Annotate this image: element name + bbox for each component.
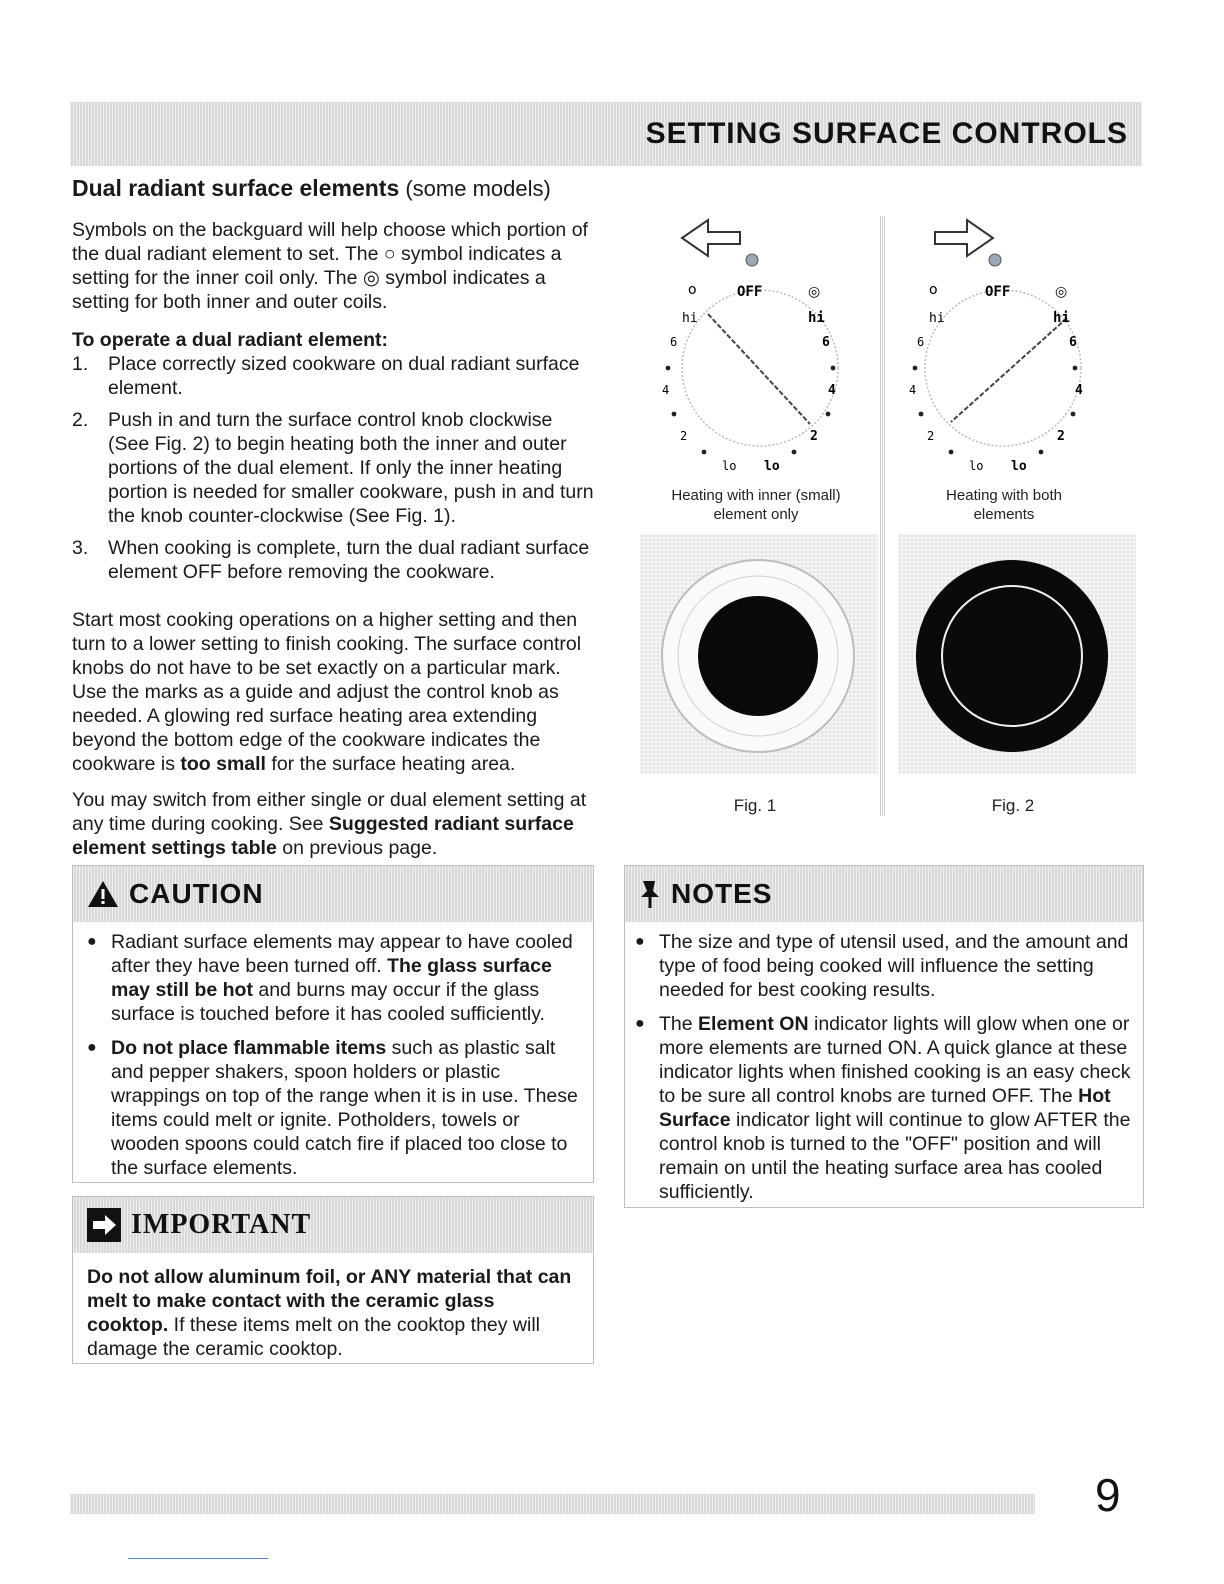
notes-text-3: indicator lights will glow when one or more elements are turned ON. A quick glance at these indicator lights when finished cooking is an easy check to be sure all control knobs are turned OFF. The — [659, 1013, 1131, 1107]
operate-heading: To operate a dual radiant element: — [72, 329, 389, 351]
list-item — [72, 352, 594, 400]
dial-pointer — [708, 314, 810, 424]
dial-dot — [702, 450, 707, 455]
notes-text-4: indicator light will continue to glow AFTER the control knob is turned to the "OFF" position and will remain on until the heating surface area has cooled sufficiently. — [659, 1109, 1131, 1203]
caution-bold-1: The glass surface may still be hot — [111, 955, 552, 1001]
clockwise-arrow-icon — [935, 220, 1001, 266]
section-heading — [72, 174, 594, 203]
dial-dot — [949, 450, 954, 455]
dial-label-6-right: 6 — [822, 335, 830, 350]
fig1-caption: Heating with inner (small) element only — [671, 487, 841, 523]
list-item — [87, 1036, 579, 1180]
fig1-dial-diagram — [640, 218, 880, 478]
fig1-label: Fig. 1 — [733, 796, 777, 815]
start-cooking-paragraph — [72, 608, 594, 776]
important-bold: Do not allow aluminum foil, or ANY material that can melt to make contact with the ceramic glass cooktop. — [87, 1266, 572, 1336]
table-reference: Suggested radiant surface element settings table — [72, 813, 574, 859]
para-switch-text-2: on previous page. — [276, 837, 438, 859]
dial-dot — [1073, 366, 1078, 371]
important-title: IMPORTANT — [131, 1209, 312, 1240]
dial-label-2-right: 2 — [1057, 429, 1065, 444]
intro-text-3: symbol indicates a setting for both inner and outer coils. — [72, 267, 546, 313]
dial-label-lo-left: lo — [722, 459, 737, 473]
dial-label-6-right: 6 — [1069, 335, 1077, 350]
caution-box — [72, 865, 594, 1183]
step-text: Push in and turn the surface control knob clockwise (See Fig. 2) to begin heating both the inner and outer portions of the dual element. If only the inner heating portion is needed for smaller cookware, push in and turn the knob counter-clockwise (See Fig. 1). — [108, 409, 594, 527]
both-coils-symbol-icon: ◎ — [362, 267, 380, 289]
warning-icon — [87, 880, 119, 908]
list-item — [87, 930, 579, 1026]
bullet-icon: ● — [635, 1015, 645, 1032]
switch-setting-paragraph — [72, 788, 594, 860]
notes-box — [624, 865, 1144, 1208]
notes-band — [625, 866, 1143, 922]
footer-band — [70, 1494, 1035, 1514]
bullet-icon: ● — [87, 933, 97, 950]
list-item — [635, 930, 1137, 1002]
dial-label-hi-left: hi — [682, 311, 698, 326]
section-heading-note: (some models) — [405, 176, 551, 201]
intro-text-1: Symbols on the backguard will help choose which portion of the dual radiant element to set. The — [72, 219, 588, 265]
important-band — [73, 1197, 593, 1253]
caution-band — [73, 866, 593, 922]
dial-label-lo-right: lo — [764, 459, 780, 474]
footer-rule — [128, 1558, 268, 1559]
outer-element-heated — [916, 560, 1108, 752]
notes-bold-1: Element ON — [698, 1013, 809, 1035]
dial-dot — [913, 366, 918, 371]
dial-pointer — [951, 318, 1067, 422]
fig2-dial-diagram — [895, 218, 1135, 478]
important-text: If these items melt on the cooktop they will damage the ceramic cooktop. — [87, 1314, 541, 1360]
dial-label-lo-right: lo — [1011, 459, 1027, 474]
step-text: When cooking is complete, turn the dual radiant surface element OFF before removing the cookware. — [108, 537, 590, 583]
step-number: 1. — [72, 353, 89, 375]
step-text: Place correctly sized cookware on dual radiant surface element. — [108, 353, 580, 399]
caution-bold-2: Do not place flammable items — [111, 1037, 387, 1059]
para-start-text-1: Start most cooking operations on a higher setting and then turn to a lower setting to finish cooking. The surface control knobs do not have to be set exactly on a particular mark. Use the marks as a guide and adjust the control knob as needed. A glowing red surface heating area extending beyond the bottom edge of the cookware indicates the cookware is — [72, 609, 582, 775]
list-item — [635, 1012, 1137, 1204]
para-switch-text-1: You may switch from either single or dual element setting at any time during cooking. See — [72, 789, 587, 835]
dial-label-6-left: 6 — [670, 335, 678, 349]
section-heading-text: Dual radiant surface elements — [72, 175, 400, 201]
step-number: 3. — [72, 537, 89, 559]
both-coils-symbol-icon: ◎ — [808, 284, 821, 300]
important-box — [72, 1196, 594, 1364]
dial-dot — [1071, 412, 1076, 417]
dial-label-6-left: 6 — [917, 335, 925, 349]
dial-dot — [919, 412, 924, 417]
caution-text-2: and burns may occur if the glass surface is touched before it has cooled sufficiently. — [111, 979, 545, 1025]
steps-list — [72, 352, 594, 592]
para-start-text-2: for the surface heating area. — [265, 753, 516, 775]
arrow-right-icon — [87, 1208, 121, 1242]
para-start-bold: too small — [180, 753, 266, 775]
inner-coil-symbol-icon: ○ — [383, 243, 396, 265]
dial-label-hi-left: hi — [929, 311, 945, 326]
list-item — [72, 536, 594, 584]
dial-label-hi-right: hi — [1053, 310, 1070, 326]
inner-element-heated — [698, 596, 818, 716]
fig2-caption: Heating with both elements — [946, 487, 1062, 523]
dial-label-lo-left: lo — [969, 459, 984, 473]
page-title: SETTING SURFACE CONTROLS — [645, 117, 1128, 150]
pushpin-icon — [639, 879, 661, 909]
list-item — [72, 408, 594, 528]
fig1-element-image — [640, 534, 878, 774]
notes-bold-2: Hot Surface — [659, 1085, 1111, 1131]
dial-label-4-left: 4 — [909, 383, 917, 397]
dial-label-off: OFF — [737, 284, 763, 300]
step-number: 2. — [72, 409, 89, 431]
dial-label-4-right: 4 — [1075, 383, 1083, 398]
dial-label-4-left: 4 — [662, 383, 670, 397]
notes-title: NOTES — [671, 878, 773, 909]
inner-coil-symbol-icon: o — [688, 282, 697, 298]
both-coils-symbol-icon: ◎ — [1055, 284, 1068, 300]
dial-label-2-right: 2 — [810, 429, 818, 444]
notes-text-2: The — [659, 1013, 699, 1035]
counter-clockwise-arrow-icon — [682, 220, 758, 266]
caution-text-3: such as plastic salt and pepper shakers, spoon holders or plastic wrappings on top of the range when it is in use. These items could melt or ignite. Potholders, towels or wooden spoons could catch fire if placed too close to the surface elements. — [111, 1037, 578, 1179]
inner-coil-symbol-icon: o — [929, 282, 938, 298]
dial-dot — [792, 450, 797, 455]
dial-dot — [672, 412, 677, 417]
intro-paragraph — [72, 218, 594, 314]
dial-dot — [826, 412, 831, 417]
bullet-icon: ● — [87, 1039, 97, 1056]
dial-label-off: OFF — [985, 284, 1011, 300]
caution-title: CAUTION — [129, 878, 264, 909]
dial-dot — [666, 366, 671, 371]
dial-label-4-right: 4 — [828, 383, 836, 398]
bullet-icon: ● — [635, 933, 645, 950]
intro-text-2: symbol indicates a setting for the inner coil only. The — [72, 243, 562, 289]
page-number: 9 — [1095, 1469, 1121, 1521]
caution-text-1: Radiant surface elements may appear to have cooled after they have been turned off. — [111, 931, 573, 977]
dial-label-2-left: 2 — [680, 429, 688, 443]
figure-divider — [880, 216, 886, 816]
dial-dot — [831, 366, 836, 371]
header-band — [70, 102, 1142, 166]
dial-label-hi-right: hi — [808, 310, 825, 326]
dial-dot — [1039, 450, 1044, 455]
fig2-element-image — [898, 534, 1136, 774]
fig2-label: Fig. 2 — [991, 796, 1035, 815]
notes-text-1: The size and type of utensil used, and the amount and type of food being cooked will influence the setting needed for best cooking results. — [659, 931, 1129, 1001]
dial-label-2-left: 2 — [927, 429, 935, 443]
